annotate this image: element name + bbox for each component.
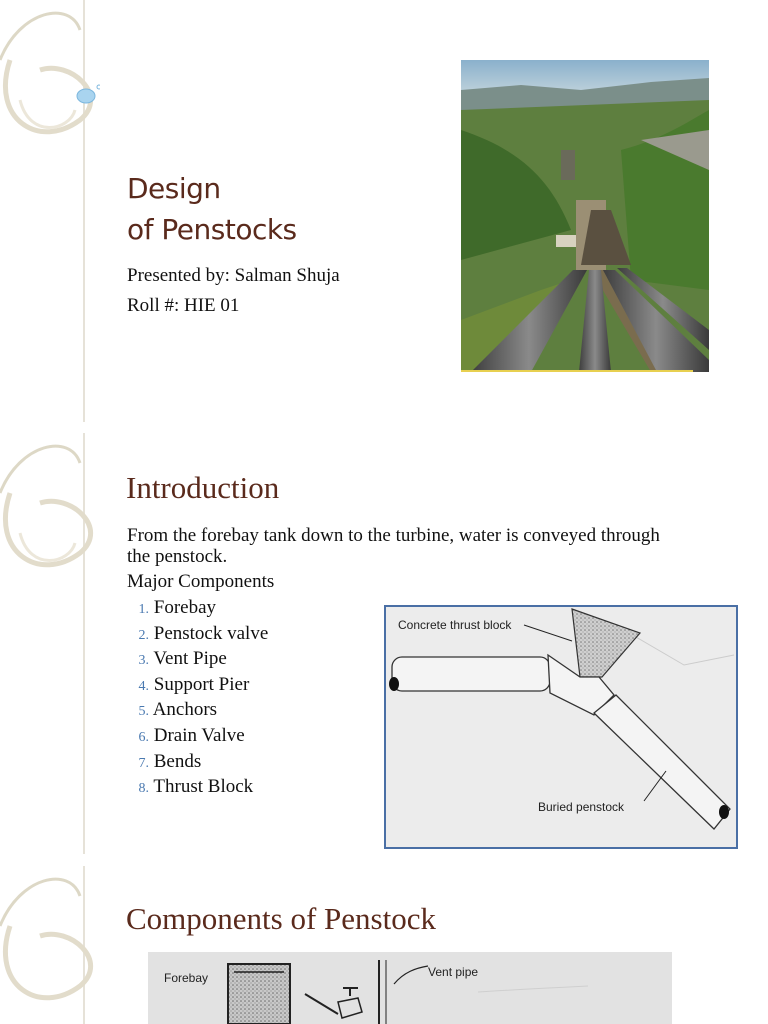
list-item	[127, 672, 268, 698]
title-line-1: Design	[127, 172, 221, 205]
list-label: Anchors	[152, 699, 218, 721]
list-item	[127, 697, 268, 723]
introduction-heading: Introduction	[126, 470, 280, 505]
title-line-2: of Penstocks	[127, 213, 297, 246]
thrust-block-diagram	[384, 605, 738, 849]
list-number: 2.	[138, 627, 149, 643]
list-number: 4.	[138, 678, 149, 694]
presenter-text: Presented by: Salman Shuja	[127, 265, 340, 286]
intro-text-line-1: From the forebay tank down to the turbine, water is conveyed through	[127, 525, 660, 546]
list-label: Vent Pipe	[153, 648, 227, 670]
label-buried-penstock: Buried penstock	[538, 800, 625, 814]
list-number: 8.	[138, 781, 149, 797]
slide-title	[0, 0, 768, 422]
list-label: Penstock valve	[153, 622, 269, 644]
swirl-decoration	[0, 0, 100, 422]
list-label: Thrust Block	[153, 776, 254, 798]
list-number: 7.	[138, 755, 149, 771]
label-vent-pipe: Vent pipe	[428, 965, 479, 979]
swirl-decoration	[0, 433, 100, 854]
list-label: Bends	[153, 750, 202, 772]
intro-text-line-2: the penstock.	[127, 546, 228, 567]
label-forebay: Forebay	[164, 971, 209, 985]
list-number: 5.	[138, 704, 149, 720]
penstock-components-diagram	[148, 952, 672, 1024]
penstock-landscape-photo	[461, 60, 709, 372]
list-label: Support Pier	[153, 673, 250, 695]
roll-number-text: Roll #: HIE 01	[127, 295, 240, 316]
components-list	[127, 595, 268, 800]
list-item	[127, 723, 268, 749]
swirl-decoration	[0, 866, 100, 1024]
components-heading: Components of Penstock	[126, 901, 436, 936]
list-number: 3.	[138, 653, 149, 669]
list-label: Forebay	[153, 597, 217, 618]
list-item	[127, 621, 268, 647]
list-item	[127, 646, 268, 672]
list-item	[127, 595, 268, 621]
list-number: 6.	[138, 729, 149, 745]
list-number: 1.	[138, 602, 149, 617]
label-concrete-thrust-block: Concrete thrust block	[398, 618, 512, 632]
list-item	[127, 749, 268, 775]
list-item	[127, 774, 268, 800]
major-components-label: Major Components	[127, 571, 275, 592]
list-label: Drain Valve	[153, 724, 245, 746]
